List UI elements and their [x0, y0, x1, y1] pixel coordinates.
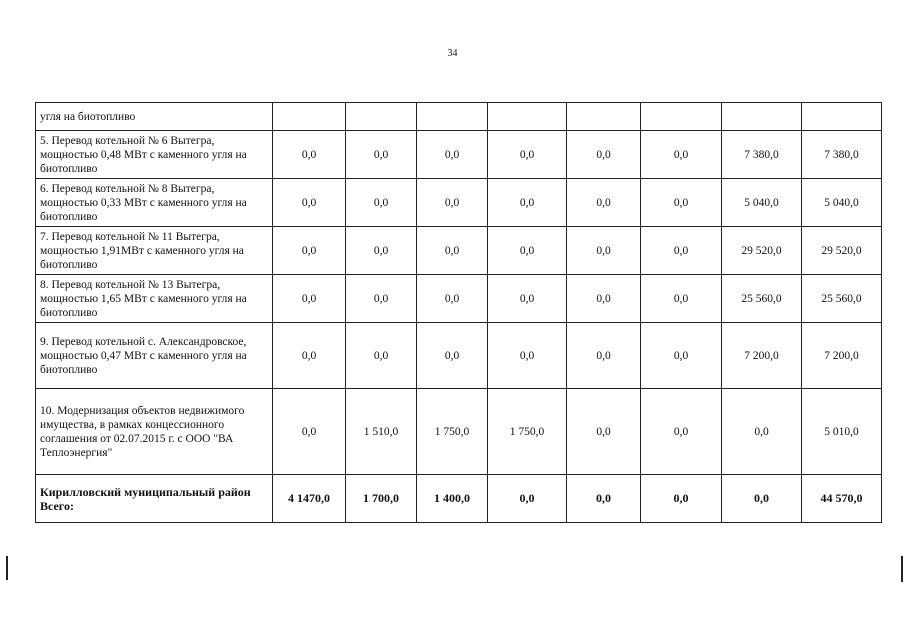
table-cell: 5 010,0 [802, 389, 882, 475]
right-scan-mark [901, 556, 903, 582]
table-cell: 1 750,0 [488, 389, 567, 475]
table-cell: 0,0 [567, 131, 641, 179]
table-cell: 1 510,0 [346, 389, 417, 475]
table-cell: 0,0 [567, 227, 641, 275]
table-cell: 0,0 [417, 323, 488, 389]
table-cell: 0,0 [641, 227, 722, 275]
row-label: 8. Перевод котельной № 13 Вытегра, мощностью 1,65 МВт с каменного угля на биотопливо [36, 275, 273, 323]
total-cell: 0,0 [488, 475, 567, 523]
table-cell: 0,0 [641, 179, 722, 227]
table-cell: 0,0 [567, 179, 641, 227]
table-cell: 7 380,0 [802, 131, 882, 179]
table-row [36, 227, 882, 275]
table-cell: 0,0 [641, 131, 722, 179]
table-cell: 0,0 [273, 275, 346, 323]
table-cell [273, 103, 346, 131]
table-cell: 0,0 [273, 389, 346, 475]
table-row [36, 131, 882, 179]
table-cell: 0,0 [488, 179, 567, 227]
table-cell: 29 520,0 [722, 227, 802, 275]
total-cell: 0,0 [722, 475, 802, 523]
row-label: 9. Перевод котельной с. Александровское, мощностью 0,47 МВт с каменного угля на биотопливо [36, 323, 273, 389]
table-cell: 0,0 [488, 131, 567, 179]
table-cell: 0,0 [417, 131, 488, 179]
budget-table [35, 102, 882, 523]
table-cell: 25 560,0 [722, 275, 802, 323]
table-cell: 0,0 [567, 389, 641, 475]
total-cell: 0,0 [641, 475, 722, 523]
table-cell: 5 040,0 [802, 179, 882, 227]
table-cell: 0,0 [273, 227, 346, 275]
total-caption: Всего: [40, 498, 74, 513]
table-row [36, 103, 882, 131]
row-label: 7. Перевод котельной № 11 Вытегра, мощностью 1,91МВт с каменного угля на биотопливо [36, 227, 273, 275]
page-number: 34 [447, 48, 458, 59]
table-cell: 0,0 [346, 131, 417, 179]
table-cell: 0,0 [273, 323, 346, 389]
table-row [36, 179, 882, 227]
table-cell [802, 103, 882, 131]
table-cell: 7 380,0 [722, 131, 802, 179]
table-cell: 1 750,0 [417, 389, 488, 475]
table-cell: 0,0 [488, 275, 567, 323]
table-cell [567, 103, 641, 131]
table-row [36, 323, 882, 389]
total-row-label [36, 475, 273, 523]
table-cell: 0,0 [346, 275, 417, 323]
row-label: 5. Перевод котельной № 6 Вытегра, мощностью 0,48 МВт с каменного угля на биотопливо [36, 131, 273, 179]
total-cell: 1 700,0 [346, 475, 417, 523]
table-cell [722, 103, 802, 131]
total-cell: 0,0 [567, 475, 641, 523]
table-row [36, 389, 882, 475]
row-label: 10. Модернизация объектов недвижимого имущества, в рамках концессионного соглашения от 02.07.2015 г. с ООО "ВА Теплоэнергия" [36, 389, 273, 475]
row-label: 6. Перевод котельной № 8 Вытегра, мощностью 0,33 МВт с каменного угля на биотопливо [36, 179, 273, 227]
table-cell: 0,0 [641, 275, 722, 323]
table-cell: 5 040,0 [722, 179, 802, 227]
table-cell: 0,0 [346, 323, 417, 389]
total-cell: 44 570,0 [802, 475, 882, 523]
table-cell: 0,0 [273, 131, 346, 179]
table-cell: 7 200,0 [722, 323, 802, 389]
table-cell: 0,0 [488, 227, 567, 275]
table-cell [346, 103, 417, 131]
table-cell: 7 200,0 [802, 323, 882, 389]
table-cell: 0,0 [488, 323, 567, 389]
table-cell: 0,0 [346, 179, 417, 227]
table-cell: 0,0 [641, 389, 722, 475]
table-cell: 0,0 [346, 227, 417, 275]
table-cell: 0,0 [417, 275, 488, 323]
table-cell [417, 103, 488, 131]
table-cell: 0,0 [567, 323, 641, 389]
row-label: угля на биотопливо [36, 103, 273, 131]
table-cell: 0,0 [273, 179, 346, 227]
table-cell: 0,0 [567, 275, 641, 323]
left-scan-mark [6, 556, 8, 580]
table-cell: 0,0 [417, 227, 488, 275]
table-row [36, 275, 882, 323]
total-row [36, 475, 882, 523]
total-cell: 1 400,0 [417, 475, 488, 523]
table-cell: 0,0 [722, 389, 802, 475]
region-name: Кирилловский муниципальный район [40, 484, 251, 499]
total-cell: 4 1470,0 [273, 475, 346, 523]
table-cell [488, 103, 567, 131]
table-cell: 25 560,0 [802, 275, 882, 323]
table-cell [641, 103, 722, 131]
table-cell: 0,0 [417, 179, 488, 227]
table-cell: 0,0 [641, 323, 722, 389]
table-cell: 29 520,0 [802, 227, 882, 275]
